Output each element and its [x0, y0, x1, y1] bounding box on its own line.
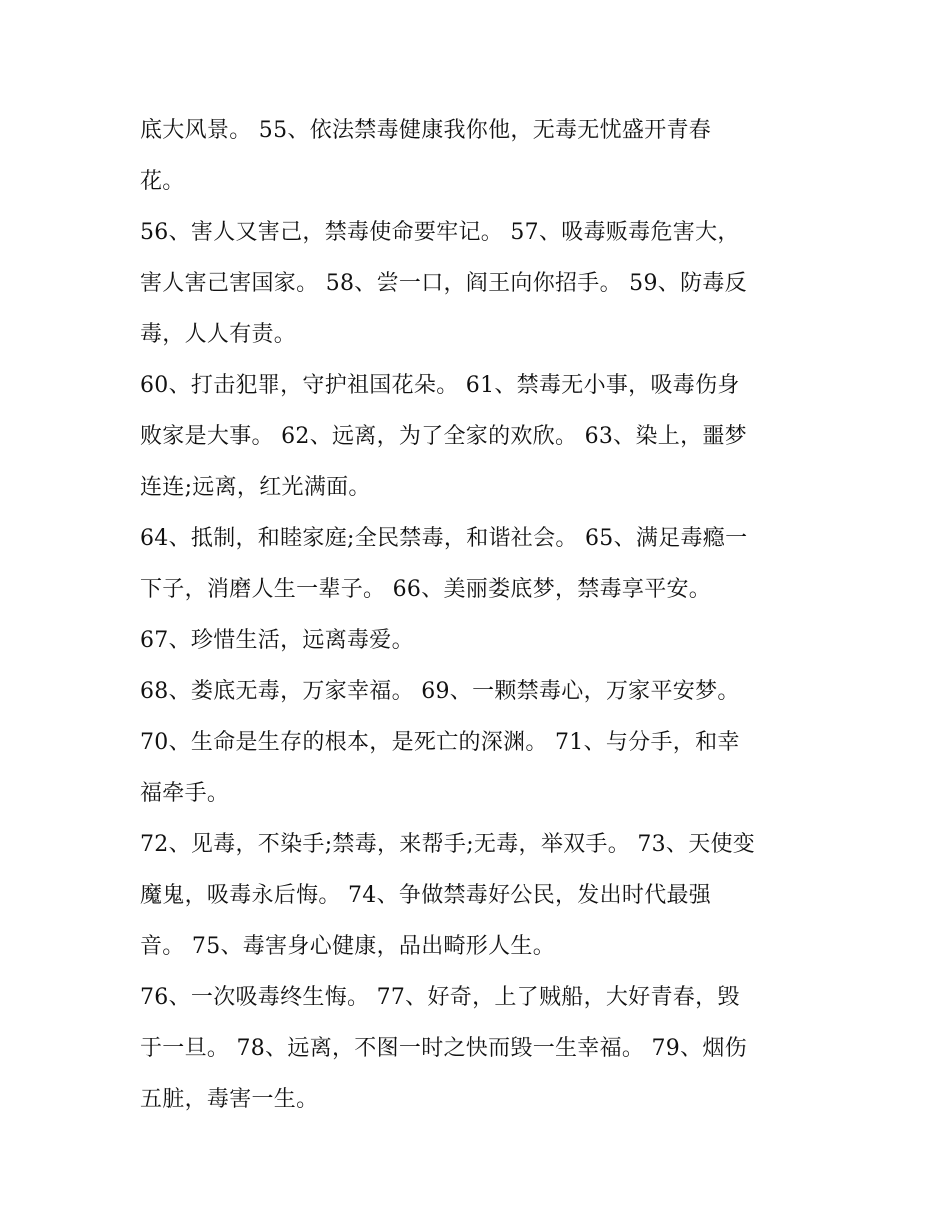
- document-body: [140, 105, 830, 1125]
- text-line: 底大风景。 55、依法禁毒健康我你他，无毒无忧盛开青春: [140, 118, 712, 143]
- text-line: 70、生命是生存的根本，是死亡的深渊。 71、与分手，和幸: [140, 730, 740, 755]
- text-line: 害人害己害国家。 58、尝一口，阎王向你招手。 59、防毒反: [140, 271, 747, 296]
- text-line: 于一旦。 78、远离，不图一时之快而毁一生幸福。 79、烟伤: [140, 1036, 747, 1061]
- text-line: 魔鬼，吸毒永后悔。 74、争做禁毒好公民，发出时代最强: [140, 883, 712, 908]
- text-line: 音。 75、毒害身心健康，品出畸形人生。: [140, 934, 555, 959]
- text-line: 56、害人又害己，禁毒使命要牢记。 57、吸毒贩毒危害大，: [140, 220, 740, 245]
- text-line: 五脏，毒害一生。: [140, 1087, 319, 1112]
- text-line: 毒，人人有责。: [140, 322, 297, 347]
- text-line: 60、打击犯罪，守护祖国花朵。 61、禁毒无小事，吸毒伤身: [140, 373, 740, 398]
- text-line: 72、见毒，不染手;禁毒，来帮手;无毒，举双手。 73、天使变: [140, 832, 756, 857]
- text-line: 下子，消磨人生一辈子。 66、美丽娄底梦，禁毒享平安。: [140, 577, 712, 602]
- text-line: 76、一次吸毒终生悔。 77、好奇，上了贼船，大好青春，毁: [140, 985, 740, 1010]
- text-line: 64、抵制，和睦家庭;全民禁毒，和谐社会。 65、满足毒瘾一: [140, 526, 748, 551]
- text-line: 花。: [140, 169, 185, 194]
- text-line: 连连;远离，红光满面。: [140, 475, 371, 500]
- text-line: 福牵手。: [140, 781, 230, 806]
- text-line: 68、娄底无毒，万家幸福。 69、一颗禁毒心，万家平安梦。: [140, 679, 740, 704]
- text-line: 67、珍惜生活，远离毒爱。: [140, 628, 414, 653]
- text-line: 败家是大事。 62、远离，为了全家的欢欣。 63、染上，噩梦: [140, 424, 747, 449]
